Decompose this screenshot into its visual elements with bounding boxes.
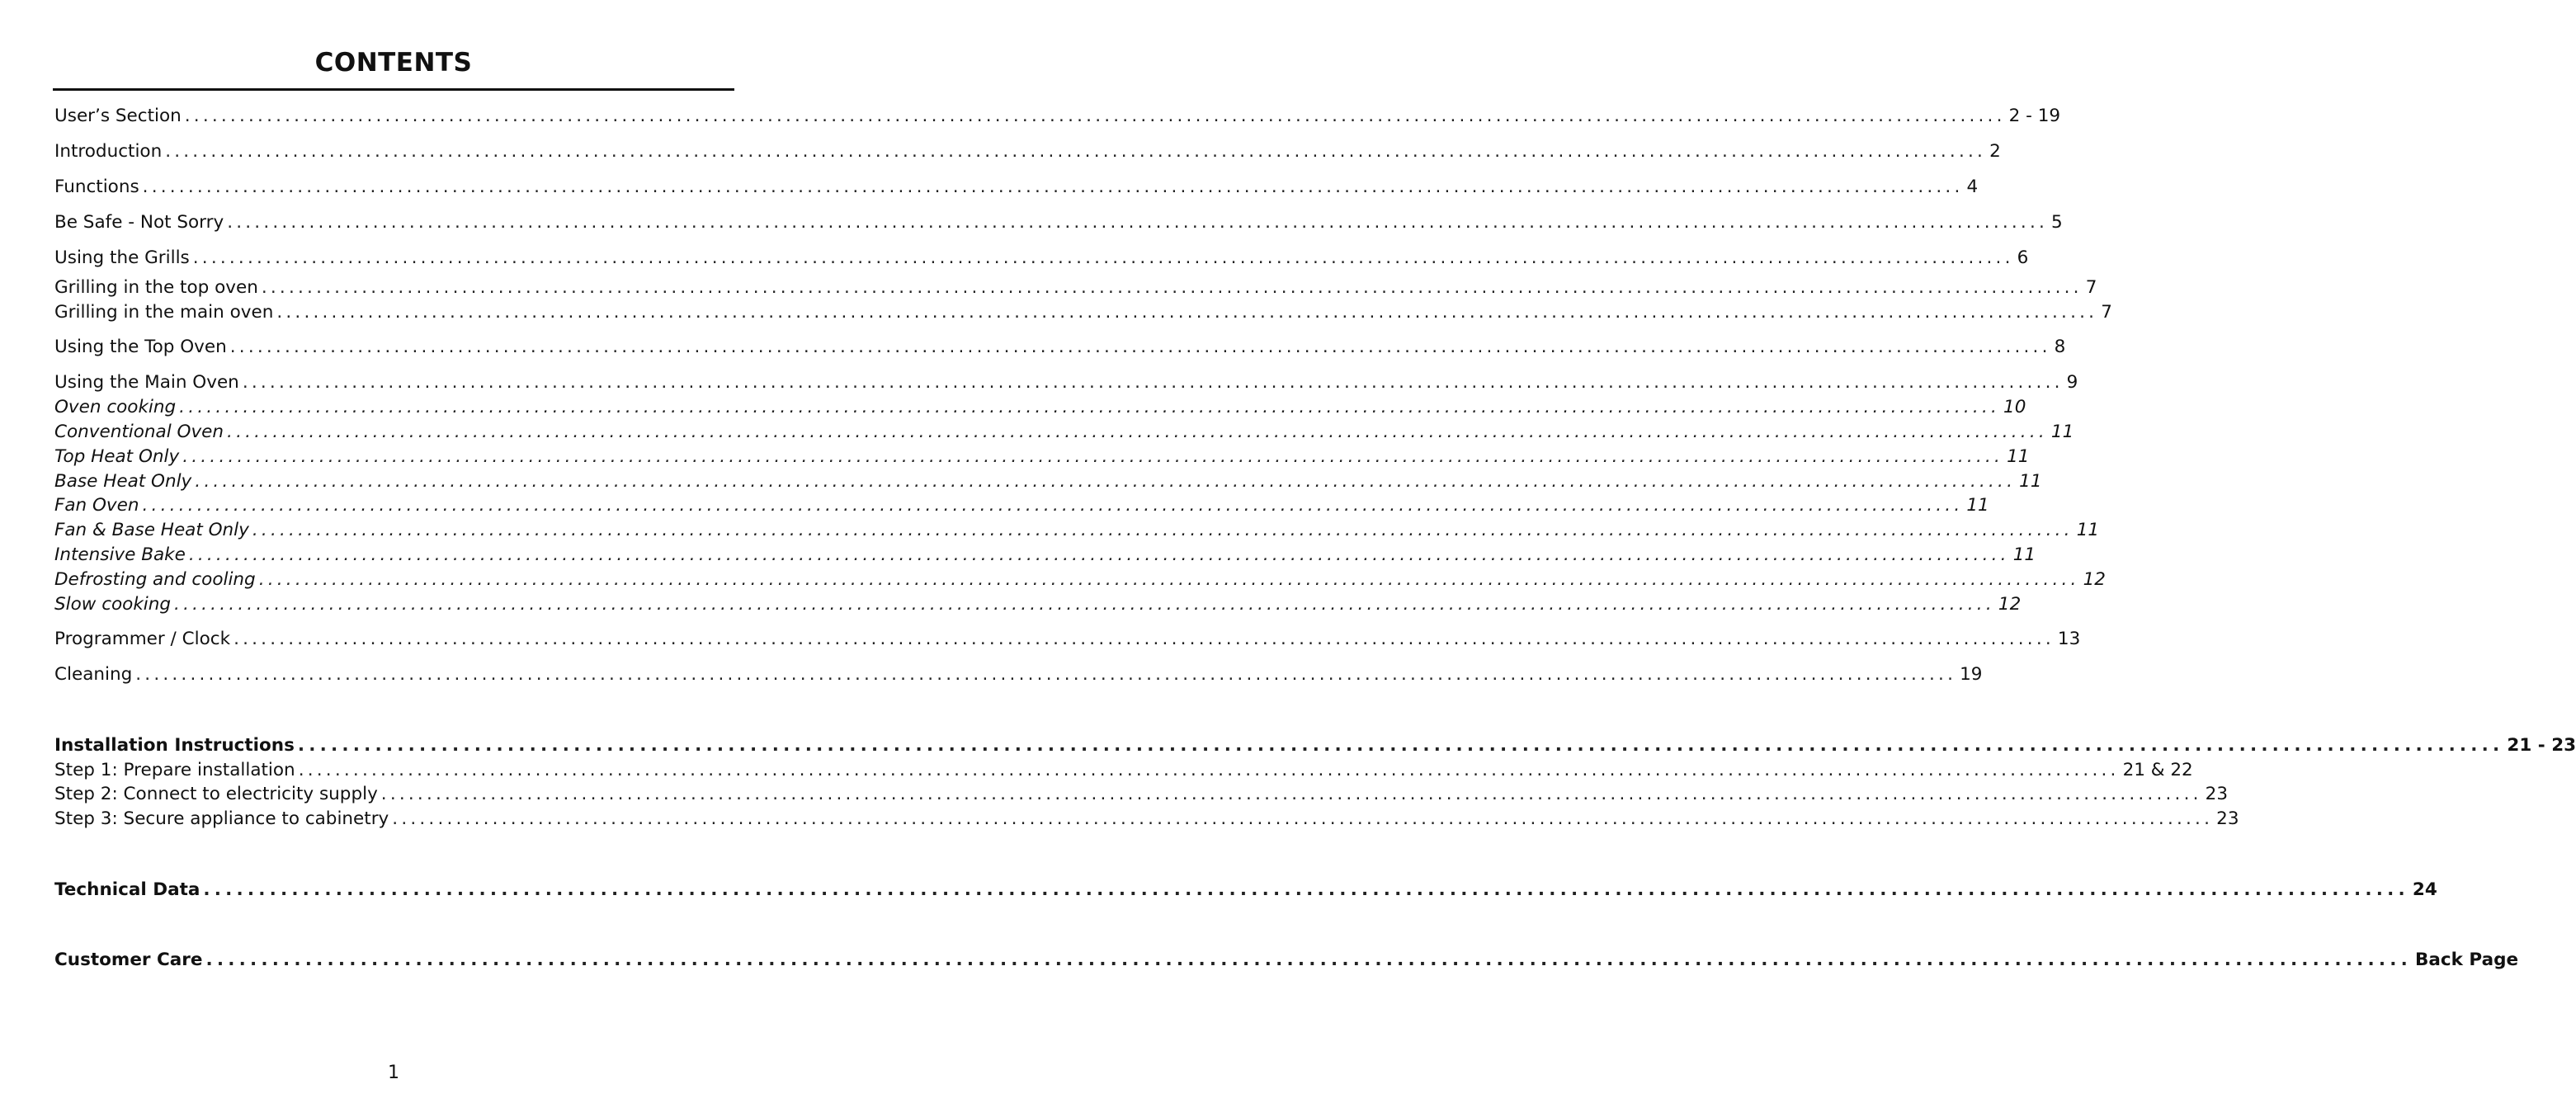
- toc-entry-page: 6: [2017, 247, 2029, 268]
- toc-entry-cleaning[interactable]: [54, 662, 1983, 687]
- dot-leader: ........................................................................................................................................................................................................: [229, 337, 2051, 357]
- toc-entry-defrosting-cooling[interactable]: [54, 568, 2106, 592]
- toc-entry-page: 11: [1966, 495, 1989, 516]
- toc-entry-page: 2 - 19: [2008, 106, 2061, 126]
- toc-entry-page: 12: [2083, 569, 2106, 590]
- toc-entry-page: 12: [1998, 594, 2022, 615]
- toc-entry-page: 23: [2216, 808, 2239, 829]
- dot-leader: ........................................................................................................................................................................................................: [252, 520, 2074, 540]
- page-number: 1: [388, 1063, 399, 1083]
- toc-entry-label: Base Heat Only: [54, 471, 192, 492]
- dot-leader: ........................................................................................................................................................................................................: [174, 594, 1995, 615]
- toc-entry-page: 11: [2007, 446, 2030, 467]
- dot-leader: ........................................................................................................................................................................................................: [258, 569, 2080, 590]
- dot-leader: ........................................................................................................................................................................................................: [192, 247, 2014, 268]
- toc-entry-programmer-clock[interactable]: [54, 627, 2081, 652]
- toc-entry-label: Using the Grills: [54, 247, 190, 268]
- toc-entry-page: 7: [2101, 302, 2112, 323]
- toc-entry-step-2[interactable]: [54, 782, 2229, 807]
- toc-entry-label: Technical Data: [54, 879, 201, 900]
- dot-leader: ........................................................................................................................................................................................................: [227, 422, 2048, 442]
- title-rule: [53, 88, 734, 91]
- toc-entry-conventional-oven[interactable]: [54, 420, 2074, 445]
- toc-entry-label: Customer Care: [54, 950, 203, 970]
- toc-entry-page: 23: [2205, 784, 2229, 804]
- toc-entry-grilling-main-oven[interactable]: [54, 300, 2112, 325]
- dot-leader: ........................................................................................................................................................................................................: [234, 629, 2055, 649]
- toc-entry-label: Step 3: Secure appliance to cabinetry: [54, 808, 389, 829]
- toc-entry-label: Using the Top Oven: [54, 337, 227, 357]
- toc-entry-label: Conventional Oven: [54, 422, 224, 442]
- toc-entry-page: 2: [1989, 141, 2001, 162]
- toc-entry-intensive-bake[interactable]: [54, 543, 2036, 568]
- toc-entry-page: 11: [2012, 544, 2036, 565]
- toc-entry-label: Programmer / Clock: [54, 629, 231, 649]
- toc-entry-be-safe[interactable]: [54, 210, 2063, 235]
- toc-entry-label: Be Safe - Not Sorry: [54, 212, 224, 233]
- toc-entry-page: 9: [2066, 372, 2078, 393]
- toc-entry-page: 11: [2076, 520, 2100, 540]
- toc-entry-label: Step 2: Connect to electricity supply: [54, 784, 378, 804]
- toc-entry-technical-data[interactable]: [54, 878, 2437, 903]
- toc-entry-label: Fan Oven: [54, 495, 139, 516]
- toc-entry-page: 7: [2085, 277, 2097, 298]
- toc-entry-label: Fan & Base Heat Only: [54, 520, 249, 540]
- toc-entry-label: Defrosting and cooling: [54, 569, 256, 590]
- toc-entry-slow-cooking[interactable]: [54, 592, 2022, 617]
- toc-entry-label: User’s Section: [54, 106, 182, 126]
- dot-leader: ........................................................................................................................................................................................................: [297, 735, 2504, 756]
- dot-leader: ........................................................................................................................................................................................................: [135, 664, 1957, 685]
- toc-entry-page: 11: [2019, 471, 2042, 492]
- toc-entry-label: Installation Instructions: [54, 735, 295, 756]
- toc-entry-page: 13: [2057, 629, 2081, 649]
- dot-leader: ........................................................................................................................................................................................................: [142, 177, 1964, 197]
- dot-leader: ........................................................................................................................................................................................................: [195, 471, 2017, 492]
- toc-entry-fan-oven[interactable]: [54, 493, 1989, 518]
- toc-entry-using-main-oven[interactable]: [54, 370, 2078, 395]
- toc-entry-oven-cooking[interactable]: [54, 395, 2026, 420]
- toc-entry-page: 10: [2003, 397, 2026, 417]
- toc-entry-functions[interactable]: [54, 175, 1979, 200]
- toc-entry-using-top-oven[interactable]: [54, 335, 2066, 360]
- toc-entry-label: Grilling in the top oven: [54, 277, 258, 298]
- toc-entry-label: Intensive Bake: [54, 544, 186, 565]
- toc-entry-step-1[interactable]: [54, 758, 2193, 783]
- toc-entry-label: Top Heat Only: [54, 446, 180, 467]
- toc-entry-users-section[interactable]: [54, 104, 2061, 129]
- dot-leader: ........................................................................................................................................................................................................: [182, 446, 2004, 467]
- page-title: CONTENTS: [314, 48, 473, 78]
- dot-leader: ........................................................................................................................................................................................................: [188, 544, 2010, 565]
- toc-entry-label: Slow cooking: [54, 594, 172, 615]
- toc-entry-label: Cleaning: [54, 664, 133, 685]
- toc-entry-label: Grilling in the main oven: [54, 302, 274, 323]
- toc-entry-page: 5: [2051, 212, 2063, 233]
- dot-leader: ........................................................................................................................................................................................................: [203, 879, 2409, 900]
- toc-entry-page: 8: [2054, 337, 2066, 357]
- toc-entry-introduction[interactable]: [54, 139, 2001, 164]
- toc-entry-top-heat-only[interactable]: [54, 445, 2030, 469]
- toc-entry-label: Introduction: [54, 141, 163, 162]
- toc-entry-customer-care[interactable]: [54, 948, 2519, 973]
- toc-entry-page: 19: [1960, 664, 1983, 685]
- toc-entry-using-grills[interactable]: [54, 246, 2029, 271]
- dot-leader: ........................................................................................................................................................................................................: [392, 808, 2214, 829]
- dot-leader: ........................................................................................................................................................................................................: [380, 784, 2202, 804]
- dot-leader: ........................................................................................................................................................................................................: [142, 495, 1964, 516]
- dot-leader: ........................................................................................................................................................................................................: [276, 302, 2098, 323]
- toc-entry-label: Step 1: Prepare installation: [54, 760, 295, 780]
- toc-entry-label: Using the Main Oven: [54, 372, 239, 393]
- toc-entry-step-3[interactable]: [54, 807, 2239, 832]
- toc-entry-label: Oven cooking: [54, 397, 177, 417]
- toc-entry-page: 4: [1966, 177, 1979, 197]
- toc-entry-fan-base-heat[interactable]: [54, 518, 2100, 543]
- dot-leader: ........................................................................................................................................................................................................: [261, 277, 2083, 298]
- dot-leader: ........................................................................................................................................................................................................: [298, 760, 2120, 780]
- dot-leader: ........................................................................................................................................................................................................: [242, 372, 2064, 393]
- toc-entry-installation[interactable]: [54, 733, 2576, 758]
- dot-leader: ........................................................................................................................................................................................................: [205, 950, 2412, 970]
- toc-entry-page: 21 & 22: [2122, 760, 2193, 780]
- dot-leader: ........................................................................................................................................................................................................: [184, 106, 2006, 126]
- toc-entry-page: 24: [2412, 879, 2437, 900]
- toc-entry-grilling-top-oven[interactable]: [54, 276, 2097, 300]
- dot-leader: ........................................................................................................................................................................................................: [165, 141, 1987, 162]
- dot-leader: ........................................................................................................................................................................................................: [179, 397, 2001, 417]
- toc-entry-page: 11: [2050, 422, 2074, 442]
- toc-entry-base-heat-only[interactable]: [54, 469, 2042, 494]
- toc-entry-label: Functions: [54, 177, 139, 197]
- toc-entry-page: 21 - 23: [2507, 735, 2576, 756]
- dot-leader: ........................................................................................................................................................................................................: [227, 212, 2049, 233]
- toc-entry-page: Back Page: [2414, 950, 2519, 970]
